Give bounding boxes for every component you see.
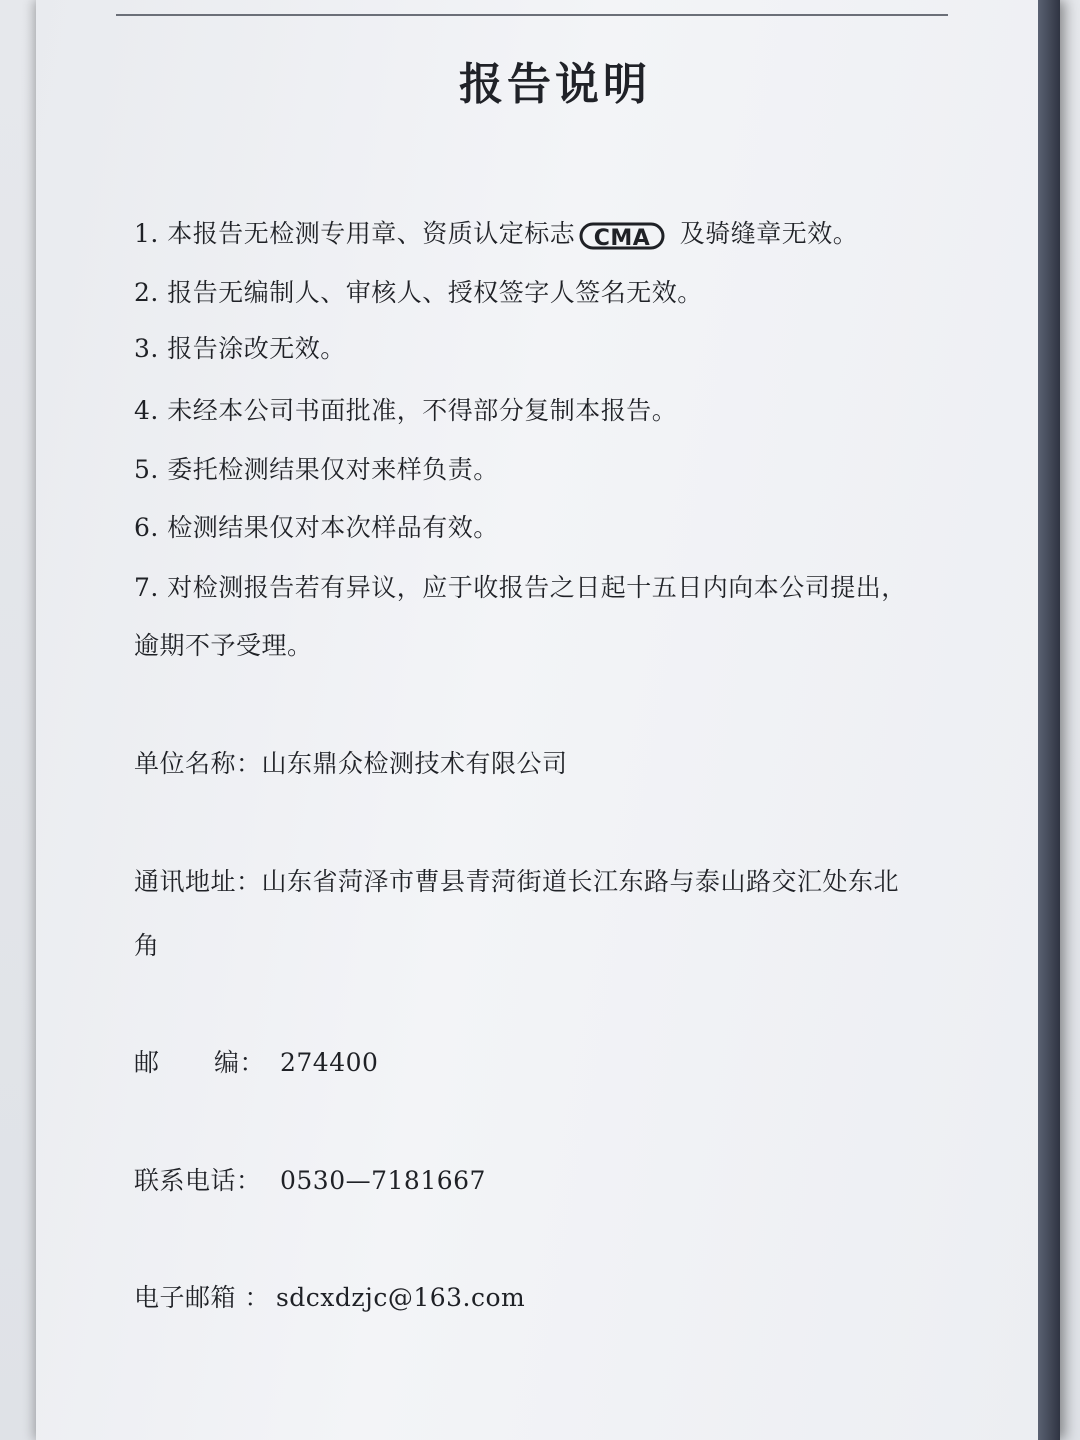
unit-name-value: 山东鼎众检测技术有限公司 <box>261 749 568 778</box>
binding-edge <box>1038 0 1060 1440</box>
item-7-continued: 逾期不予受理。 <box>134 631 313 660</box>
item-1 <box>134 214 858 251</box>
address-row <box>134 862 899 898</box>
email-label: 电子邮箱 ： <box>134 1283 270 1312</box>
postcode-row <box>134 1043 378 1079</box>
unit-name-label: 单位名称： <box>134 749 262 778</box>
postcode-label-b: 编： <box>214 1048 266 1077</box>
address-label: 通讯地址： <box>134 867 262 896</box>
svg-text:CMA: CMA <box>594 225 651 251</box>
phone-row <box>134 1161 486 1197</box>
phone-value: 0530—7181667 <box>280 1166 486 1195</box>
cma-mark-icon <box>579 221 665 251</box>
header-rule <box>116 14 948 16</box>
email-row <box>134 1278 525 1314</box>
address-continued: 角 <box>134 931 160 960</box>
item-3: 3. 报告涂改无效。 <box>134 334 346 363</box>
phone-label: 联系电话： <box>134 1166 262 1195</box>
page-title: 报告说明 <box>459 59 651 110</box>
item-7: 7. 对检测报告若有异议，应于收报告之日起十五日内向本公司提出， <box>134 573 907 602</box>
item-5: 5. 委托检测结果仅对来样负责。 <box>134 455 499 484</box>
item-4: 4. 未经本公司书面批准，不得部分复制本报告。 <box>134 396 678 425</box>
item-2: 2. 报告无编制人、审核人、授权签字人签名无效。 <box>134 278 703 307</box>
address-value: 山东省菏泽市曹县青菏街道长江东路与泰山路交汇处东北 <box>261 867 900 896</box>
postcode-label-a: 邮 <box>134 1048 160 1077</box>
unit-name-row <box>134 744 568 780</box>
email-value: sdcxdzjc@163.com <box>275 1283 526 1312</box>
item-6: 6. 检测结果仅对本次样品有效。 <box>134 513 499 542</box>
item-1-text-end: 及骑缝章无效。 <box>671 219 859 248</box>
postcode-value: 274400 <box>280 1048 379 1077</box>
item-1-text: 1. 本报告无检测专用章、资质认定标志 <box>134 219 576 248</box>
